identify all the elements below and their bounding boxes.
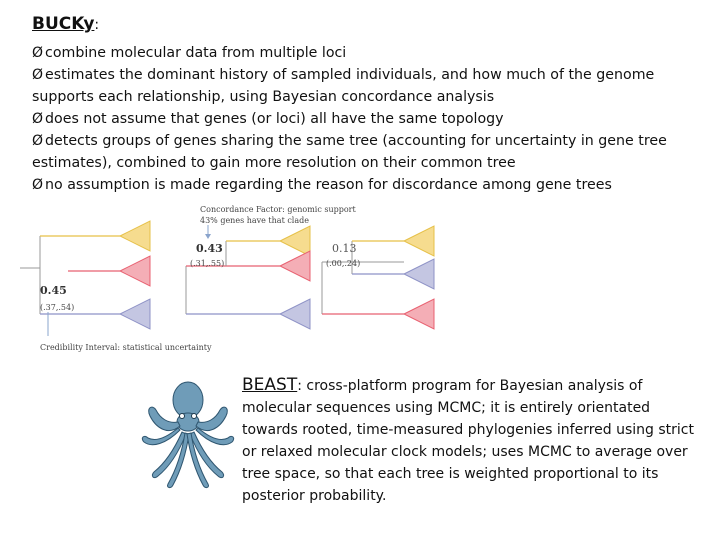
octopus-arm xyxy=(196,428,234,445)
concordance-tree-figure xyxy=(20,196,450,356)
bullet-text: does not assume that genes (or loci) all have the same topology xyxy=(45,111,504,127)
bullet-item xyxy=(32,64,692,108)
octopus-eye xyxy=(192,414,197,419)
clade-yellow xyxy=(120,221,150,251)
bullet-arrow-icon: Ø xyxy=(32,177,44,193)
bullet-text: detects groups of genes sharing the same tree (accounting for uncertainty in gene tree estimates), combined to gain more resolution on their common tree xyxy=(32,133,667,171)
annotation-concordance-factor: Concordance Factor: genomic support xyxy=(200,205,356,214)
bullet-arrow-icon: Ø xyxy=(32,133,44,149)
cf-alt-interval: (.00,.24) xyxy=(326,259,361,268)
annotation-credibility-interval: Credibility Interval: statistical uncertainty xyxy=(40,343,212,352)
alt2-clade-red xyxy=(404,299,434,329)
alt-tree-1 xyxy=(186,226,310,329)
octopus-eye xyxy=(180,414,185,419)
alt2-clade-blue xyxy=(404,259,434,289)
alt2-clade-yellow xyxy=(404,226,434,256)
alt1-clade-red xyxy=(280,251,310,281)
beast-colon: : xyxy=(297,378,302,394)
cf-outer-value: 0.45 xyxy=(40,284,67,297)
octopus-arm xyxy=(142,428,180,445)
bullet-item xyxy=(32,42,692,64)
bullet-arrow-icon: Ø xyxy=(32,45,44,61)
main-tree xyxy=(20,221,150,329)
cf-alt-value: 0.13 xyxy=(332,242,357,255)
alt1-clade-yellow xyxy=(280,226,310,256)
annotation-arrowhead xyxy=(205,234,211,239)
alt1-clade-blue xyxy=(280,299,310,329)
bullet-text: no assumption is made regarding the reason for discordance among gene trees xyxy=(45,177,612,193)
cf-outer-interval: (.37,.54) xyxy=(40,303,75,312)
annotation-genes-clade: 43% genes have that clade xyxy=(200,216,309,225)
bullet-arrow-icon: Ø xyxy=(32,67,44,83)
bullet-arrow-icon: Ø xyxy=(32,111,44,127)
bucky-heading xyxy=(32,14,99,34)
octopus-illustration xyxy=(138,378,238,490)
bucky-bullet-list xyxy=(32,42,692,196)
bullet-text: combine molecular data from multiple loci xyxy=(45,45,347,61)
beast-description: cross-platform program for Bayesian analysis of molecular sequences using MCMC; it is entirely orientated towards rooted, time-measured phylogenies inferred using strict or relaxed molecular clock models; uses MCMC to average over tree space, so that each tree is weighted proportional to its posterior probability. xyxy=(242,378,694,504)
bullet-item xyxy=(32,108,692,130)
bullet-text: estimates the dominant history of sampled individuals, and how much of the genome supports each relationship, using Bayesian concordance analysis xyxy=(32,67,655,105)
bullet-item xyxy=(32,174,692,196)
bucky-colon: : xyxy=(94,17,100,33)
beast-description-block xyxy=(242,374,704,507)
cf-main-interval: (.31,.55) xyxy=(190,259,225,268)
cf-main-value: 0.43 xyxy=(196,242,223,255)
alt-tree-2 xyxy=(322,226,434,329)
beast-title: BEAST xyxy=(242,375,298,395)
bucky-title: BUCKy xyxy=(32,14,95,34)
clade-blue xyxy=(120,299,150,329)
clade-red xyxy=(120,256,150,286)
bullet-item xyxy=(32,130,692,174)
